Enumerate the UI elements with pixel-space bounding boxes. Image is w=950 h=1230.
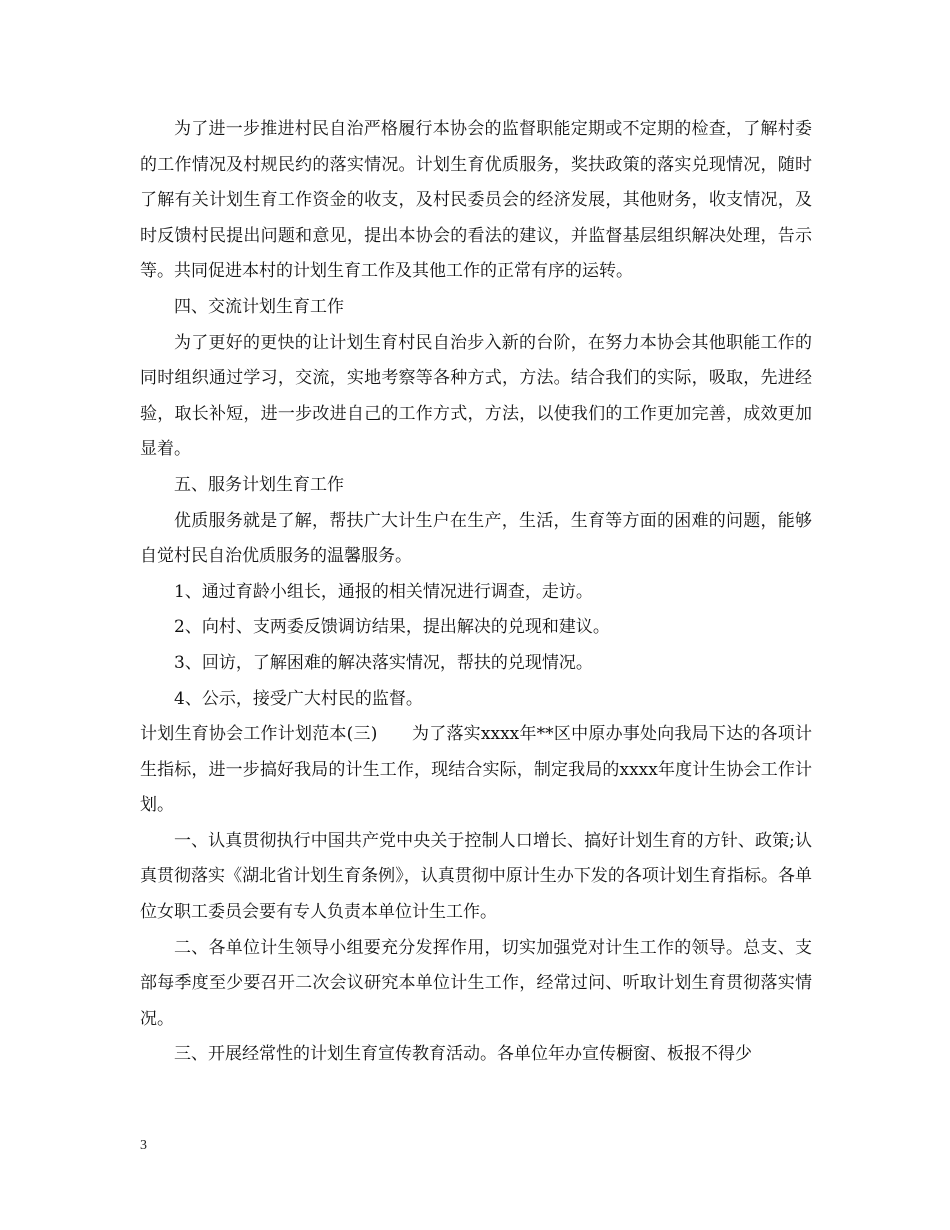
paragraph-supervision: 为了进一步推进村民自治严格履行本协会的监督职能定期或不定期的检查，了解村委的工作情况及村规民约的落实情况。计划生育优质服务，奖扶政策的落实兑现情况，随时了解有关计划生育工作资金的收支，及村民委员会的经济发展，其他财务，收支情况，及时反馈村民提出问题和意见，提出本协会的看法的建议，并监督基层组织解决处理，告示等。共同促进本村的计划生育工作及其他工作的正常有序的运转。 bbox=[140, 119, 812, 282]
paragraph-point-one: 一、认真贯彻执行中国共产党中央关于控制人口增长、搞好计划生育的方针、政策;认真贯彻落实《湖北省计划生育条例》，认真贯彻中原计生办下发的各项计划生育指标。各单位女职工委员会要有专人负责本单位计生工作。 bbox=[140, 830, 812, 923]
list-item-4: 4、公示，接受广大村民的监督。 bbox=[174, 688, 423, 709]
paragraph-plan-three: 计划生育协会工作计划范本(三) 为了落实xxxx年**区中原办事处向我局下达的各项计生指标，进一步搞好我局的计生工作，现结合实际，制定我局的xxxx年度计生协会工作计划。 bbox=[140, 724, 812, 816]
heading-section-five: 五、服务计划生育工作 bbox=[174, 474, 344, 495]
paragraph-service: 优质服务就是了解，帮扶广大计生户在生产，生活，生育等方面的困难的问题，能够自觉村民自治优质服务的温馨服务。 bbox=[140, 510, 812, 567]
paragraph-point-three: 三、开展经常性的计划生育宣传教育活动。各单位年办宣传橱窗、板报不得少 bbox=[174, 1044, 752, 1065]
list-item-2: 2、向村、支两委反馈调访结果，提出解决的兑现和建议。 bbox=[174, 617, 610, 638]
list-item-3: 3、回访，了解困难的解决落实情况，帮扶的兑现情况。 bbox=[174, 652, 593, 673]
heading-section-four: 四、交流计划生育工作 bbox=[174, 296, 344, 317]
list-item-1: 1、通过育龄小组长，通报的相关情况进行调查，走访。 bbox=[174, 581, 593, 602]
paragraph-exchange: 为了更好的更快的让计划生育村民自治步入新的台阶，在努力本协会其他职能工作的同时组织通过学习，交流，实地考察等各种方式，方法。结合我们的实际，吸取，先进经验，取长补短，进一步改进自己的工作方式，方法，以使我们的工作更加完善，成效更加显着。 bbox=[140, 332, 812, 460]
page-number: 3 bbox=[140, 1138, 147, 1153]
paragraph-point-two: 二、各单位计生领导小组要充分发挥作用，切实加强党对计生工作的领导。总支、支部每季度至少要召开二次会议研究本单位计生工作，经常过问、听取计划生育贯彻落实情况。 bbox=[140, 937, 812, 1029]
document-body bbox=[140, 112, 812, 1073]
